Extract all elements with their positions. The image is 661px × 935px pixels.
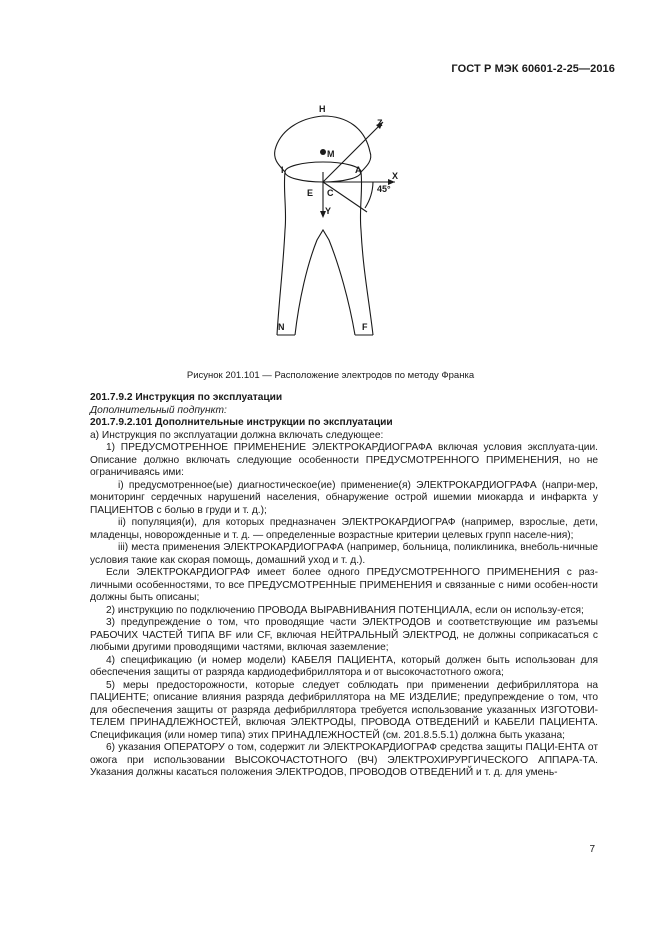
label-f: F — [362, 322, 368, 332]
subclause-note: Дополнительный подпункт: — [90, 404, 227, 416]
label-angle: 45° — [377, 184, 391, 194]
label-n: N — [278, 322, 285, 332]
document-body — [90, 392, 598, 780]
paragraph: i) предусмотренное(ые) диагностическое(ие) применение(я) ЭЛЕКТРОКАРДИОГРАФА (напри-мер, мониторинг сердечных нарушений населения, обнаружение острой ишемии миокарда и инфаркта у ПАЦИЕНТОВ с болью в груди и т. д.); — [90, 479, 598, 516]
label-z: Z — [377, 118, 383, 128]
label-y: Y — [325, 206, 332, 216]
label-i: I — [281, 165, 284, 175]
label-x: X — [392, 171, 399, 181]
body-outline-diagram — [255, 100, 405, 350]
subsection-heading: 201.7.9.2.101 Дополнительные инструкции по эксплуатации — [90, 417, 393, 428]
paragraph: 6) указания ОПЕРАТОРУ о том, содержит ли ЭЛЕКТРОКАРДИОГРАФ средства защиты ПАЦИ-ЕНТА от ожога при использовании ВЫСОКОЧАСТОТНОГО (ВЧ) ЭЛЕКТРОХИРУРГИЧЕСКОГО АППАРА-ТА. Указания должны касаться положения ЭЛЕКТРОДОВ, ПРОВОДОВ ОТВЕДЕНИЙ и т. д. для умень- — [90, 742, 598, 778]
paragraph: 3) предупреждение о том, что проводящие части ЭЛЕКТРОДОВ и соответствующие им разъемы РАБОЧИХ ЧАСТЕЙ ТИПА BF или CF, включая НЕЙТРАЛЬНЫЙ ЭЛЕКТРОД, не должны соприкасаться с любыми другими проводящими частями, включая заземление; — [90, 617, 598, 653]
paragraph: Если ЭЛЕКТРОКАРДИОГРАФ имеет более одного ПРЕДУСМОТРЕННОГО ПРИМЕНЕНИЯ с раз-личными особенностями, то все ПРЕДУСМОТРЕННЫЕ ПРИМЕНЕНИЯ и связанные с ними особен-ности должны быть описаны; — [90, 567, 598, 603]
figure-caption: Рисунок 201.101 — Расположение электродов по методу Франка — [186, 370, 475, 381]
page-number: 7 — [589, 844, 595, 855]
label-a: A — [355, 165, 362, 175]
label-m: M — [327, 149, 335, 159]
paragraph: ii) популяция(и), для которых предназначен ЭЛЕКТРОКАРДИОГРАФ (например, взрослые, дети, младенцы, новорожденные и т. д. — определенные возрастные критерии целевых групп населе-ния); — [90, 517, 598, 541]
label-h: H — [319, 104, 326, 114]
paragraph: iii) места применения ЭЛЕКТРОКАРДИОГРАФА (например, больница, поликлиника, внеболь-ничные условия такие как скорая помощь, домашний уход и т. д.). — [90, 542, 598, 566]
label-e: E — [307, 188, 314, 198]
document-header: ГОСТ Р МЭК 60601-2-25—2016 — [451, 63, 615, 75]
label-c: C — [327, 188, 334, 198]
paragraph: 5) меры предосторожности, которые следует соблюдать при применении дефибриллятора на ПАЦИЕНТЕ; описание влияния разряда дефибриллятора на МЕ ИЗДЕЛИЕ; предупреждение о том, что для обеспечения защиты от разряда дефибриллятора требуется использование указанных ИЗГОТОВИ-ТЕЛЕМ ПРИНАДЛЕЖНОСТЕЙ, включая ЭЛЕКТРОДЫ, ПРОВОДА ОТВЕДЕНИЙ и КАБЕЛИ ПАЦИЕНТА. Спецификация (или номер типа) этих ПРИНАДЛЕЖНОСТЕЙ (см. 201.8.5.5.1) должна быть указана; — [90, 679, 598, 741]
section-heading: 201.7.9.2 Инструкция по эксплуатации — [90, 392, 283, 403]
frank-electrode-figure — [255, 100, 405, 350]
paragraph: а) Инструкция по эксплуатации должна включать следующее: — [90, 429, 384, 441]
paragraph: 4) спецификацию (и номер модели) КАБЕЛЯ ПАЦИЕНТА, который должен быть использован для обеспечения защиты от разряда кардиодефибриллятора и от высокочастотного ожога; — [90, 654, 598, 678]
paragraph: 1) ПРЕДУСМОТРЕННОЕ ПРИМЕНЕНИЕ ЭЛЕКТРОКАРДИОГРАФА включая условия эксплуата-ции. Описание должно включать следующие особенности ПРЕДУСМОТРЕННОГО ПРИМЕНЕНИЯ, но не ограничиваясь ими: — [90, 442, 598, 478]
paragraph: 2) инструкцию по подключению ПРОВОДА ВЫРАВНИВАНИЯ ПОТЕНЦИАЛА, если он использу-ется; — [106, 604, 584, 616]
